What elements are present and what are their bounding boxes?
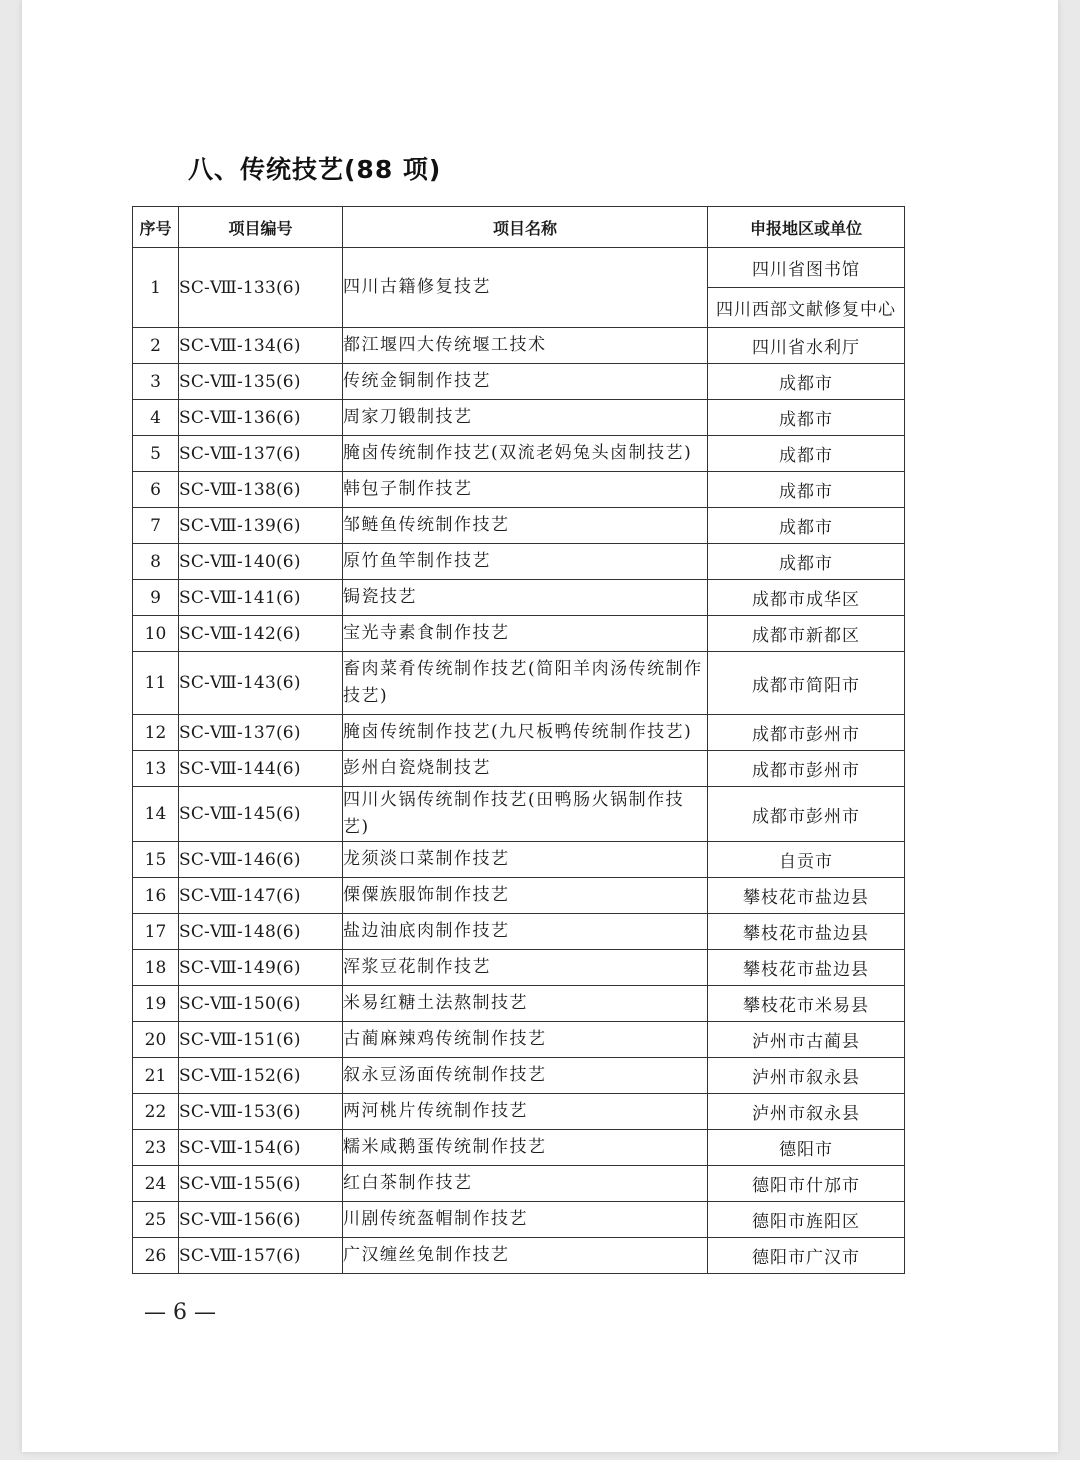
cell-name: 周家刀锻制技艺 (343, 400, 708, 436)
table-row (133, 1166, 905, 1202)
cell-unit: 成都市 (708, 364, 905, 400)
cell-code: SC-Ⅷ-153(6) (179, 1094, 343, 1130)
table-row (133, 715, 905, 751)
cell-unit: 攀枝花市盐边县 (708, 914, 905, 950)
cell-seq: 3 (133, 364, 179, 400)
table-row (133, 842, 905, 878)
cell-name: 浑浆豆花制作技艺 (343, 950, 708, 986)
cell-code: SC-Ⅷ-143(6) (179, 652, 343, 715)
cell-seq: 15 (133, 842, 179, 878)
cell-code: SC-Ⅷ-142(6) (179, 616, 343, 652)
cell-unit: 德阳市 (708, 1130, 905, 1166)
table-row (133, 1202, 905, 1238)
table-row (133, 1058, 905, 1094)
cell-seq: 26 (133, 1238, 179, 1274)
table-row (133, 508, 905, 544)
cell-seq: 1 (133, 248, 179, 328)
cell-code: SC-Ⅷ-147(6) (179, 878, 343, 914)
cell-name: 腌卤传统制作技艺(双流老妈兔头卤制技艺) (343, 436, 708, 472)
table-row (133, 878, 905, 914)
cell-code: SC-Ⅷ-135(6) (179, 364, 343, 400)
cell-unit: 成都市 (708, 472, 905, 508)
table-row (133, 436, 905, 472)
cell-seq: 12 (133, 715, 179, 751)
header-unit: 申报地区或单位 (708, 207, 905, 248)
cell-name: 邹鲢鱼传统制作技艺 (343, 508, 708, 544)
cell-seq: 10 (133, 616, 179, 652)
cell-code: SC-Ⅷ-149(6) (179, 950, 343, 986)
cell-code: SC-Ⅷ-144(6) (179, 751, 343, 787)
cell-code: SC-Ⅷ-152(6) (179, 1058, 343, 1094)
cell-code: SC-Ⅷ-134(6) (179, 328, 343, 364)
table-row (133, 248, 905, 288)
cell-code: SC-Ⅷ-133(6) (179, 248, 343, 328)
cell-seq: 16 (133, 878, 179, 914)
cell-seq: 21 (133, 1058, 179, 1094)
cell-name: 两河桃片传统制作技艺 (343, 1094, 708, 1130)
cell-seq: 23 (133, 1130, 179, 1166)
cell-unit: 成都市 (708, 400, 905, 436)
cell-code: SC-Ⅷ-145(6) (179, 787, 343, 842)
heritage-items-table (132, 206, 905, 1274)
cell-unit: 成都市彭州市 (708, 787, 905, 842)
cell-name: 四川火锅传统制作技艺(田鸭肠火锅制作技艺) (343, 787, 708, 842)
cell-name: 糯米咸鹅蛋传统制作技艺 (343, 1130, 708, 1166)
cell-seq: 2 (133, 328, 179, 364)
cell-unit: 泸州市古蔺县 (708, 1022, 905, 1058)
cell-name: 锔瓷技艺 (343, 580, 708, 616)
cell-seq: 6 (133, 472, 179, 508)
cell-seq: 18 (133, 950, 179, 986)
cell-name: 龙须淡口菜制作技艺 (343, 842, 708, 878)
cell-name: 传统金铜制作技艺 (343, 364, 708, 400)
cell-seq: 19 (133, 986, 179, 1022)
section-title: 八、传统技艺(88 项) (188, 155, 442, 184)
cell-seq: 9 (133, 580, 179, 616)
cell-unit: 成都市 (708, 544, 905, 580)
cell-name: 川剧传统盔帽制作技艺 (343, 1202, 708, 1238)
cell-code: SC-Ⅷ-151(6) (179, 1022, 343, 1058)
cell-code: SC-Ⅷ-146(6) (179, 842, 343, 878)
cell-seq: 20 (133, 1022, 179, 1058)
cell-name: 广汉缠丝兔制作技艺 (343, 1238, 708, 1274)
table-row (133, 328, 905, 364)
cell-unit: 成都市 (708, 508, 905, 544)
cell-unit: 成都市彭州市 (708, 715, 905, 751)
cell-seq: 14 (133, 787, 179, 842)
cell-code: SC-Ⅷ-150(6) (179, 986, 343, 1022)
table-row (133, 616, 905, 652)
cell-name: 宝光寺素食制作技艺 (343, 616, 708, 652)
cell-unit: 四川西部文献修复中心 (708, 288, 905, 328)
cell-code: SC-Ⅷ-148(6) (179, 914, 343, 950)
cell-name: 彭州白瓷烧制技艺 (343, 751, 708, 787)
header-code: 项目编号 (179, 207, 343, 248)
cell-seq: 7 (133, 508, 179, 544)
table-row (133, 364, 905, 400)
table-row (133, 1238, 905, 1274)
header-seq: 序号 (133, 207, 179, 248)
table-row (133, 400, 905, 436)
cell-unit: 攀枝花市盐边县 (708, 950, 905, 986)
cell-name: 盐边油底肉制作技艺 (343, 914, 708, 950)
cell-seq: 8 (133, 544, 179, 580)
cell-name: 叙永豆汤面传统制作技艺 (343, 1058, 708, 1094)
cell-name: 都江堰四大传统堰工技术 (343, 328, 708, 364)
cell-unit: 成都市彭州市 (708, 751, 905, 787)
cell-seq: 22 (133, 1094, 179, 1130)
cell-code: SC-Ⅷ-136(6) (179, 400, 343, 436)
cell-unit: 成都市简阳市 (708, 652, 905, 715)
cell-seq: 4 (133, 400, 179, 436)
cell-code: SC-Ⅷ-139(6) (179, 508, 343, 544)
header-name: 项目名称 (343, 207, 708, 248)
cell-name: 红白茶制作技艺 (343, 1166, 708, 1202)
cell-unit: 德阳市广汉市 (708, 1238, 905, 1274)
cell-unit: 德阳市什邡市 (708, 1166, 905, 1202)
cell-seq: 25 (133, 1202, 179, 1238)
page-number: — 6 — (144, 1300, 216, 1325)
cell-name: 米易红糖土法熬制技艺 (343, 986, 708, 1022)
cell-code: SC-Ⅷ-155(6) (179, 1166, 343, 1202)
cell-name: 韩包子制作技艺 (343, 472, 708, 508)
cell-code: SC-Ⅷ-154(6) (179, 1130, 343, 1166)
cell-unit: 成都市成华区 (708, 580, 905, 616)
table-row (133, 472, 905, 508)
cell-unit: 自贡市 (708, 842, 905, 878)
cell-unit: 四川省图书馆 (708, 248, 905, 288)
cell-code: SC-Ⅷ-137(6) (179, 436, 343, 472)
cell-code: SC-Ⅷ-156(6) (179, 1202, 343, 1238)
cell-name: 原竹鱼竿制作技艺 (343, 544, 708, 580)
cell-unit: 攀枝花市米易县 (708, 986, 905, 1022)
table-row (133, 986, 905, 1022)
cell-unit: 德阳市旌阳区 (708, 1202, 905, 1238)
table-row (133, 1130, 905, 1166)
cell-seq: 17 (133, 914, 179, 950)
table-row (133, 787, 905, 842)
cell-unit: 攀枝花市盐边县 (708, 878, 905, 914)
table-row (133, 950, 905, 986)
cell-code: SC-Ⅷ-138(6) (179, 472, 343, 508)
cell-unit: 成都市 (708, 436, 905, 472)
table-row (133, 1022, 905, 1058)
table-row (133, 580, 905, 616)
table-row (133, 1094, 905, 1130)
table-row (133, 914, 905, 950)
cell-code: SC-Ⅷ-141(6) (179, 580, 343, 616)
table-header-row (133, 207, 905, 248)
table-row (133, 751, 905, 787)
cell-unit: 泸州市叙永县 (708, 1094, 905, 1130)
cell-seq: 5 (133, 436, 179, 472)
cell-name: 傈僳族服饰制作技艺 (343, 878, 708, 914)
cell-name: 腌卤传统制作技艺(九尺板鸭传统制作技艺) (343, 715, 708, 751)
cell-unit: 泸州市叙永县 (708, 1058, 905, 1094)
cell-code: SC-Ⅷ-137(6) (179, 715, 343, 751)
cell-unit: 成都市新都区 (708, 616, 905, 652)
cell-seq: 11 (133, 652, 179, 715)
table-row (133, 652, 905, 715)
cell-seq: 13 (133, 751, 179, 787)
cell-seq: 24 (133, 1166, 179, 1202)
cell-code: SC-Ⅷ-140(6) (179, 544, 343, 580)
cell-unit: 四川省水利厅 (708, 328, 905, 364)
table-row (133, 544, 905, 580)
cell-name: 古蔺麻辣鸡传统制作技艺 (343, 1022, 708, 1058)
cell-name: 畜肉菜肴传统制作技艺(简阳羊肉汤传统制作技艺) (343, 652, 708, 715)
cell-code: SC-Ⅷ-157(6) (179, 1238, 343, 1274)
cell-name: 四川古籍修复技艺 (343, 248, 708, 328)
